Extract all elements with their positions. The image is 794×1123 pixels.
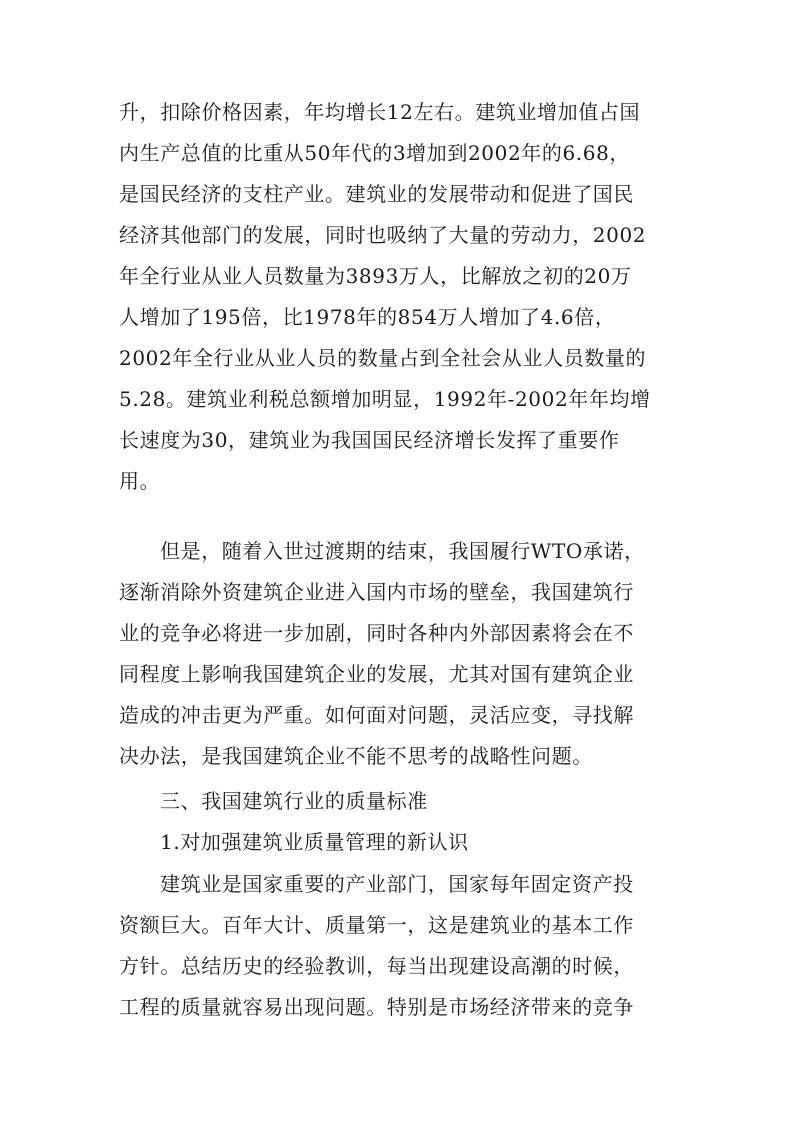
- text-line: 长速度为30，建筑业为我国国民经济增长发挥了重要作: [119, 428, 620, 452]
- paragraph-first-line: 建筑业是国家重要的产业部门，国家每年固定资产投: [160, 872, 634, 896]
- text-line: 业的竞争必将进一步加剧，同时各种内外部因素将会在不: [119, 621, 634, 645]
- text-line: 2002年全行业从业人员的数量占到全社会从业人员数量的: [119, 346, 647, 370]
- subsection-heading: 1.对加强建筑业质量管理的新认识: [160, 830, 469, 854]
- section-heading: 三、我国建筑行业的质量标准: [160, 789, 428, 813]
- text-line: 年全行业从业人员数量为3893万人，比解放之初的20万: [119, 264, 632, 288]
- paragraph-first-line: 但是，随着入世过渡期的结束，我国履行WTO承诺，: [160, 539, 645, 563]
- text-line: 用。: [119, 469, 161, 493]
- text-line: 逐渐消除外资建筑企业进入国内市场的壁垒，我国建筑行: [119, 580, 634, 604]
- text-line: 造成的冲击更为严重。如何面对问题，灵活应变，寻找解: [119, 703, 634, 727]
- text-line: 工程的质量就容易出现问题。特别是市场经济带来的竞争: [119, 995, 634, 1019]
- text-line: 决办法，是我国建筑企业不能不思考的战略性问题。: [119, 744, 593, 768]
- text-line: 资额巨大。百年大计、质量第一，这是建筑业的基本工作: [119, 913, 634, 937]
- text-line: 方针。总结历史的经验教训，每当出现建设高潮的时候，: [119, 954, 634, 978]
- text-line: 是国民经济的支柱产业。建筑业的发展带动和促进了国民: [119, 182, 634, 206]
- text-line: 人增加了195倍，比1978年的854万人增加了4.6倍，: [119, 305, 616, 329]
- text-line: 5.28。建筑业利税总额增加明显，1992年-2002年年均增: [119, 387, 651, 411]
- text-line: 升，扣除价格因素，年均增长12左右。建筑业增加值占国: [119, 100, 641, 124]
- text-line: 经济其他部门的发展，同时也吸纳了大量的劳动力，2002: [119, 223, 647, 247]
- text-line: 同程度上影响我国建筑企业的发展，尤其对国有建筑企业: [119, 662, 634, 686]
- text-line: 内生产总值的比重从50年代的3增加到2002年的6.68，: [119, 141, 631, 165]
